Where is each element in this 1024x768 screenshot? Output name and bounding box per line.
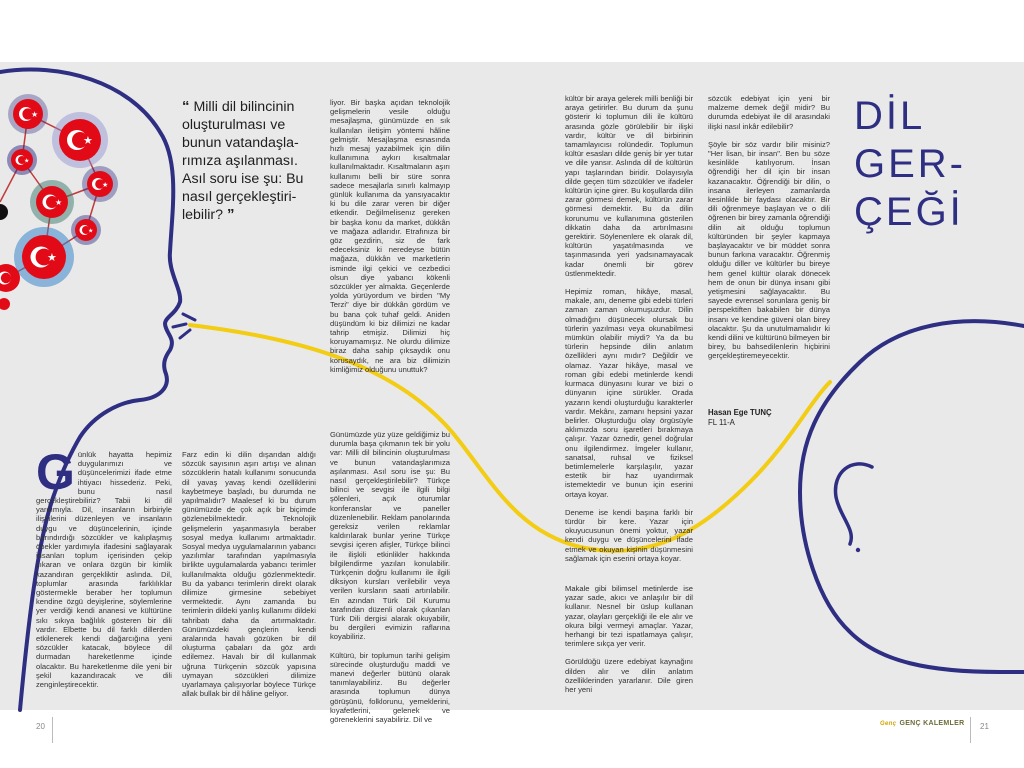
turkish-flag-icon <box>7 145 37 175</box>
paragraph: kültür bir araya gelerek milli benliği bir araya getirirler. Bu durum da şunu gösterir ki toplumun dili ile kültürü arasında gözle görülebilir bir ilişki vardır, kültür ve dil birbirinin tamamlayıcısı rolündedir. Toplumun kültür esasları dilde geniş bir yer tutar ve dile yansır. Aslında dil de kültürün yapı taşlarından biridir. Dolayısıyla dilde geçen tüm sözcükler ve ifadeler kültürün içine girer. Bu koşullarda dilin zarar görmesi demek, kültürün zarar görmesi demektir. Bu da dilin korunumu ve kullanımına gösterilen dikkatin daha da artırılmasını gerektirir. Söylenenlere ek olarak dil, kültürün yaşatılmasında ve taşınmasında yeri yadsınamayacak kadar önemli bir görev üstlenmektedir. <box>565 94 693 278</box>
quote-open-mark: “ <box>182 98 190 115</box>
drop-cap: G <box>36 444 75 500</box>
brand-prefix: Genç <box>880 721 897 727</box>
paragraph: liyor. Bir başka açıdan teknolojik gelişmelerin vesile olduğu mesajlaşma, günümüzde en sık kullanılan iletişim yöntemi hâline gelmiştir. Mesajlaşma esnasında hızlı mesaj yazabilmek için dilin kullanımına aykırı kısaltmalar kullanılmaktadır. Kısaltmaların aşırı kullanımı belli bir süre sonra sadece mesajlarla sınırlı kalmayıp günlük kullanıma da yansıyacaktır ki bu dile zarar veren bir diğer etkendir. Değilmelisenız gereken bir başka konu da market, dükkân ve mağaza adlarıdır. Etrafınıza bir göz gezdirin, siz de fark edeceksiniz ki neredeyse bütün mağaza, dükkân ve marketlerin isminde ilgi çekici ve cezbedici olsun diye yabancı kökenli sözcükler yer almakta. Geçenlerde yolda yürüyordum ve birden "My Terzi" diye bir dükkân gördüm ve bu bana çok tuhaf geldi. Aniden düşündüm ki biz dilimizi ne kadar tahrip etmişiz. Dilimizi hiç koruyamamışız. Ne olurdu dilimize biraz daha sahip çıksaydık onu korusaydık, ne ara biz dilimizin kimliğimiz olduğunu unuttuk? <box>330 98 450 374</box>
pull-quote-text: Milli dil bilincinin oluşturulması ve bunun vatandaşla-rımıza aşılanması. Asıl soru ise şu: Bu nasıl gerçekleştiri-lebilir? <box>182 99 304 223</box>
sound-line-icon <box>183 314 195 320</box>
right-head-silhouette-icon <box>800 321 1024 672</box>
brand-name: GENÇ KALEMLER <box>899 720 965 727</box>
footer-divider <box>970 717 971 743</box>
column-4-top <box>565 94 693 563</box>
title-line: ÇEĞİ <box>854 190 964 234</box>
svg-text:★: ★ <box>24 157 30 165</box>
page-number-left: 20 <box>36 722 45 731</box>
ear-icon <box>835 464 872 544</box>
quote-close-mark: ” <box>226 206 235 223</box>
column-2-bottom <box>182 450 316 698</box>
turkish-flag-icon <box>52 112 108 168</box>
author-byline <box>708 408 772 428</box>
author-name: Hasan Ege TUNÇ <box>708 408 772 417</box>
magazine-brand <box>880 720 964 727</box>
dark-node-icon <box>0 204 8 220</box>
svg-text:★: ★ <box>55 198 63 207</box>
column-4-bottom <box>565 584 693 694</box>
column-5-top <box>708 94 830 361</box>
flag-node-icon <box>0 298 10 310</box>
turkish-flag-icon <box>14 227 74 287</box>
paragraph: Hepimiz roman, hikâye, masal, makale, anı, deneme gibi edebi türleri zaman zaman okumuşuzdur. Dilin olmadığını düşünecek olursak bu türlerin yazılması veya okunabilmesi mümkün olabilir miydi? Ya da bu türlerin hepsinde dilin anlatım özellikleri aynı mıdır? Değildir ve olamaz. Yazar hikâye, masal ve roman gibi edebi metinlerde kendi kurmaca dünyasını kurar ve bizi o dünyanın içine sürükler. Orada yazarın kendi oluşturduğu karakterler vardır. Mekânı, zamanı hepsini yazar belirler. Oluşturduğu olay örgüsüyle aklımızda soru işaretleri bırakmaya çalışır. Yazar öznedir, genel doğrular onu ilgilendirmez. İmgeler kullanır, sanatsal, ruhsal ve fiziksel betimlemelerle karşılaşılır, yazar estetik bir haz uyandırmak istemektedir ve bunun için eserini ortaya koyar. <box>565 287 693 499</box>
column-1-intro <box>36 444 172 690</box>
svg-text:★: ★ <box>83 134 93 147</box>
turkish-flag-icon <box>30 180 74 224</box>
column-3-bottom <box>330 430 450 724</box>
pull-quote <box>182 98 324 224</box>
footer-divider <box>52 717 53 743</box>
turkish-flag-icon <box>8 94 48 134</box>
paragraph: sözcük edebiyat için yeni bir malzeme demek değil midir? Bu durumda edebiyat ile dil arasındaki ilişki nasıl inkâr edilebilir? <box>708 94 830 131</box>
column-3-top <box>330 98 450 374</box>
paragraph: Şöyle bir söz vardır bilir misiniz? "Her lisan, bir insan". Ben bu söze kesinlikle katılıyorum. İnsan öğrendiği her dil için bir insan kazanacaktır. Öğrendiği bir dilin, o insana ilerleyen zamanlarda kesinlikle bir faydası olacaktır. Bir dili öğrenmeye başlayan ve o dili öğrenen bir birey zamanla öğrendiği dilin ait olduğu toplumun kültüründen bir şeyler kapmaya başlayacaktır ve bir müddet sonra bunun farkına varacaktır. Öğrenmiş olduğu diller ve kültürler bu bireye hem genel kültür olarak dönecek hem de onun bir dünya insanı gibi yetişmesini sağlayacaktır. Bu sayede evrensel sorunlara geniş bir perspektiften bakabilen bir dünya insanı ve kendine güveni olan birey olacaktır. Şu da unutulmamalıdır ki kendi dilini ve kültürünü bilmeyen bir birey, bu bahsedilenlerin hiçbirini gerçekleştiremeyecektir. <box>708 139 830 361</box>
svg-text:★: ★ <box>47 251 57 264</box>
turkish-flag-icon <box>71 215 101 245</box>
author-class: FL 11-A <box>708 418 735 427</box>
page-number-right: 21 <box>980 722 989 731</box>
svg-text:★: ★ <box>88 227 94 235</box>
paragraph: Makale gibi bilimsel metinlerde ise yazar sade, akıcı ve anlaşılır bir dil kullanır. Nesnel bir üslup kullanan yazar, olayları gerçekliği ile ele alır ve okura bilgi vermeyi amaçlar. Yazar, herhangi bir tezi ispatlamaya çalışır, terimlere sıkça yer verir. <box>565 584 693 649</box>
paragraph: Farz edin ki dilin dışarıdan aldığı sözcük sayısının aşırı artışı ve alınan sözcüklerin hatalı kullanımı sonucunda dil yavaş yavaş kendi özelliklerini kaybetmeye başladı, bu durumda ne yapılmalıdır? Maalesef ki bu durum günümüzde de çok açık bir biçimde gözlenebilmektedir. Teknolojik gelişmelerin yaşanmasıyla beraber sosyal medya kullanımı artmaktadır. Sosyal medya uygulamalarının yabancı yazılımlar tarafından yapılmasıyla birlikte uygulamalarda yabancı terimler kullanılmakta olduğu gözlenmektedir. Bu da yabancı terimlerin direkt olarak dilimize girmesine sebebiyet vermektedir. Aynı zamanda bu terimlerin dildeki yanlış kullanımı dildeki tahribatı daha da artırmaktadır. Günümüzdeki gençlerin kendi aralarında havalı gözüken bir dil oluşturma çabaları da göz ardı edilemez. Havalı bir dil kullanmak uğruna Türkçenin sözcük yapısına uymayan sözcükleri dilimize uyarlamaya çalışıyorlar böylece Türkçe allak bullak bir dil hâline geliyor. <box>182 450 316 699</box>
turkish-flag-icon <box>82 166 118 202</box>
svg-text:★: ★ <box>102 181 109 189</box>
paragraph: Deneme ise kendi başına farklı bir türdür bir kere. Yazar için okuyucusunun önemi yoktur, yazar kendi duygu ve düşüncelerini ifade etmek ve okuyan kişinin düşünmesini sağlamak için eserini ortaya koyar. <box>565 507 693 563</box>
sound-line-icon <box>180 330 190 338</box>
sound-line-icon <box>173 324 186 327</box>
paragraph: Günümüzde yüz yüze geldiğimiz bu durumla başa çıkmanın tek bir yolu var: Milli dil bilincinin oluşturulması ve bunun vatandaşlarımıza aşılanması. Asıl soru ise şu: Bu nasıl gerçekleştirilebilir? Türkçe bilinci ve sevgisi ile ilgili bilgi şölenleri, açık oturumlar konferanslar ve paneller düzenlenebilir. Reklam panolarında gereksiz verilen reklamlar kaldırılarak bunlar yerine Türkçe sevgisi içeren afişler, Türkçe bilinci ile ilişkili etkinlikler hakkında bilgilendirme yazıları konulabilir. Türkçenin doğru kullanımı ile ilgili diksiyon kursları verilebilir veya verilen kursların saati artırılabilir. En azından Türk Dil Kurumu tarafından düzenli olarak çıkarılan Türk Dili dergisi alarak okuyabilir, bu dergileri evimizin raflarına koyabiliriz. <box>330 430 450 642</box>
svg-text:★: ★ <box>31 110 39 119</box>
title-line: GER- <box>854 142 966 186</box>
intro-text: ünlük hayatta hepimiz duygularımızı ve düşüncelerimizi ifade etme ihtiyacı hissederiz. Peki, bunu nasıl gerçekleştirebiliriz? Tabii ki dil yardımıyla. Dil, insanların birbiriyle ilişkilerini düzenleyen ve insanların duygu ve düşüncelerinin, içinde barındırdığı sözcükler ve kalıplaşmış öbekler yardımıyla ifadesini sağlayarak insanları toplum içerisinden çekip çıkaran ve onlara özgün bir kimlik kazandıran gerçekliktir aslında. Dil, toplumlar arasında farklılıklar göstermekle beraber her toplumun kendine özgü deyişlerine, söylemlerine yer verdiği kendi ananesi ve kültürüne sıkı sıkıya bağlılık gösteren bir dili vardır. Elbette bu dil farklı dillerden etkilenerek kendi dağarcığına yeni sözcükler katacak, böylece dil durmadan hareketlenme içinde olacaktır. Bu hareketlenme dile yeni bir şekil kazandıracak ve dili zenginleştirecektir. <box>36 450 172 690</box>
title-line: DİL <box>854 94 926 138</box>
paragraph: Kültürü, bir toplumun tarihi gelişim sürecinde oluşturduğu maddi ve manevi değerler bütünü olarak tanımlayabiliriz. Bu değerler arasında toplumun dünya görüşünü, folklorunu, yemeklerini, kıyafetlerini, gelenek ve göreneklerini sayabiliriz. Dil ve <box>330 650 450 725</box>
paragraph: Görüldüğü üzere edebiyat kaynağını dilden alır ve dilin anlatım özelliklerinden yararlanır. Dile giren her yeni <box>565 657 693 695</box>
article-title <box>854 92 966 236</box>
